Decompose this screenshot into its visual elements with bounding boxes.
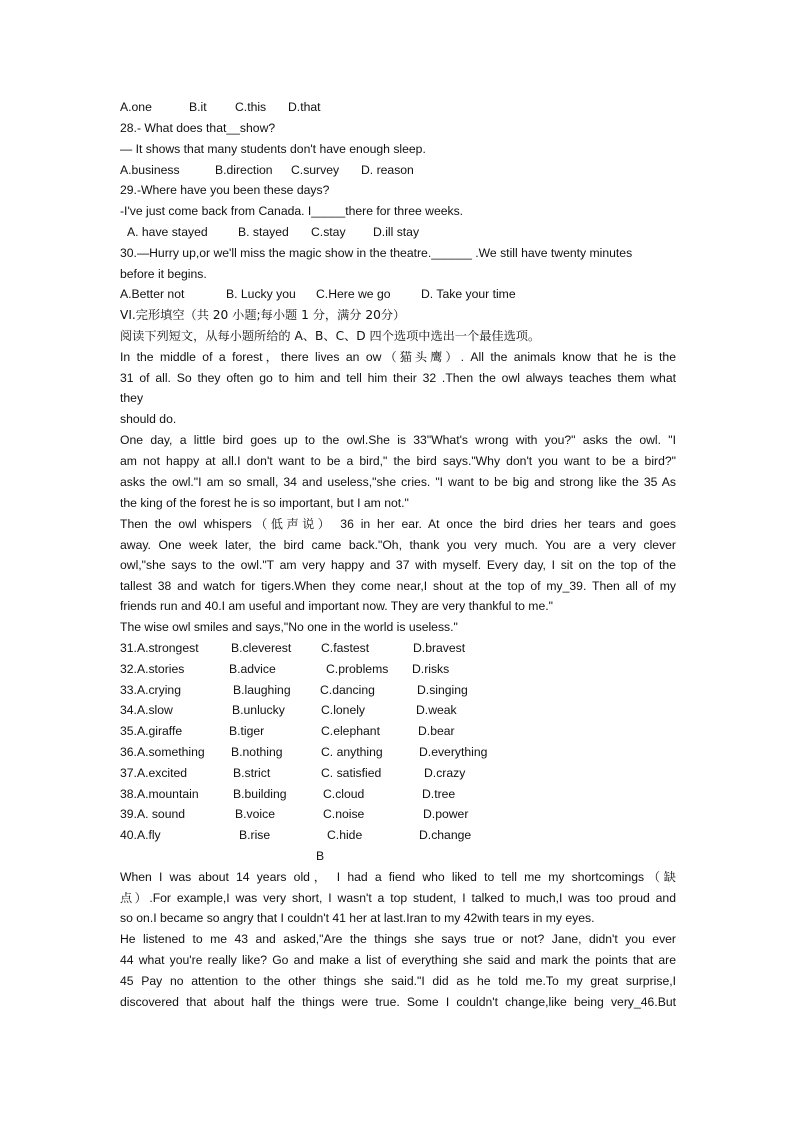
passage-a-line: away. One week later, the bird came back."Oh, thank you very much. You are a very clever <box>120 538 676 552</box>
passage-b-line: discovered that about half the things were true. Some I couldn't change,like being very_46.But <box>120 995 676 1009</box>
cloze-option: 32.A.stories <box>120 662 185 676</box>
passage-a-line: am not happy at all.I don't want to be a bird," the bird says."Why don't you want to be a bird?" <box>120 454 676 468</box>
cloze-option: D.weak <box>416 703 457 717</box>
cloze-option: C.elephant <box>321 724 380 738</box>
cloze-option: D.power <box>423 807 469 821</box>
q27-option-a: A.one <box>120 100 152 114</box>
cloze-option: C.dancing <box>320 683 375 697</box>
q28-option-b: B.direction <box>215 163 273 177</box>
passage-a-line: owl,"she says to the owl."T am very happy and 37 with myself. Every day, I sit on the top of the <box>120 558 676 572</box>
q29-option-a: A. have stayed <box>127 225 208 239</box>
passage-b-line: so on.I became so angry that I couldn't 41 her at last.Iran to my 42with tears in my eyes. <box>120 911 595 925</box>
passage-a-line: they <box>120 391 144 405</box>
q29-question: 29.-Where have you been these days? <box>120 183 330 197</box>
cloze-option: D.bravest <box>413 641 466 655</box>
cloze-option: D.tree <box>422 787 456 801</box>
passage-a-line: the king of the forest he is so important, but I am not." <box>120 496 409 510</box>
cloze-option: C.lonely <box>321 703 366 717</box>
section-instruction: 阅读下列短文，从每小题所给的 A、B、C、D 四个选项中选出一个最佳选项。 <box>120 329 541 343</box>
q27-option-d: D.that <box>288 100 321 114</box>
cloze-option: 36.A.something <box>120 745 205 759</box>
cloze-option: B.cleverest <box>231 641 292 655</box>
q28-option-c: C.survey <box>291 163 340 177</box>
cloze-option: 40.A.fly <box>120 828 161 842</box>
passage-b-line: 点）.For example,I was very short, I wasn't a top student, I talked to much,I was too proud and <box>120 891 676 905</box>
cloze-option: 34.A.slow <box>120 703 173 717</box>
cloze-option: 39.A. sound <box>120 807 186 821</box>
passage-b-line: He listened to me 43 and asked,"Are the things she says true or not? Jane, didn't you ever <box>120 932 676 946</box>
cloze-option: C.hide <box>327 828 363 842</box>
q30-question: 30.—Hurry up,or we'll miss the magic show in the theatre.______ .We still have twenty minutes <box>120 246 633 260</box>
cloze-option: C.fastest <box>321 641 370 655</box>
passage-a-line: asks the owl."I am so small, 34 and useless,"she cries. "I want to be big and strong like the 35 As <box>120 475 676 489</box>
cloze-option: 31.A.strongest <box>120 641 199 655</box>
passage-b-line: When I was about 14 years old， I had a fiend who liked to tell me my shortcomings（缺 <box>120 870 676 884</box>
cloze-option: B.nothing <box>231 745 283 759</box>
passage-b-line: 44 what you're really like? Go and make a list of everything she said and mark the points that are <box>120 953 676 967</box>
q29-option-c: C.stay <box>311 225 346 239</box>
q30-option-b: B. Lucky you <box>226 287 296 301</box>
cloze-option: 33.A.crying <box>120 683 181 697</box>
passage-a-line: One day, a little bird goes up to the owl.She is 33"What's wrong with you?" asks the owl. "I <box>120 433 676 447</box>
cloze-option: C.problems <box>326 662 389 676</box>
passage-a-line: Then the owl whispers（低声说） 36 in her ear. At once the bird dries her tears and goes <box>120 517 676 531</box>
passage-a-line: 31 of all. So they often go to him and tell him their 32 .Then the owl always teaches them what <box>120 371 676 385</box>
cloze-option: 38.A.mountain <box>120 787 199 801</box>
cloze-option: D.risks <box>412 662 450 676</box>
passage-b-line: 45 Pay no attention to the other things she said."I did as he told me.To my great surprise,I <box>120 974 676 988</box>
section-title: VI.完形填空（共 20 小题;每小题 1 分，满分 20分） <box>120 308 406 322</box>
cloze-option: B.building <box>233 787 287 801</box>
q30-option-a: A.Better not <box>120 287 185 301</box>
section-b-label: B <box>316 849 325 863</box>
q28-question: 28.- What does that__show? <box>120 121 276 135</box>
passage-a-line: friends run and 40.I am useful and important now. They are very thankful to me." <box>120 599 553 613</box>
passage-a-line: The wise owl smiles and says,"No one in the world is useless." <box>120 620 458 634</box>
q28-answer: — It shows that many students don't have enough sleep. <box>120 142 426 156</box>
cloze-option: 35.A.giraffe <box>120 724 183 738</box>
cloze-option: 37.A.excited <box>120 766 188 780</box>
cloze-option: B.strict <box>233 766 271 780</box>
q28-option-a: A.business <box>120 163 180 177</box>
cloze-option: C. anything <box>321 745 383 759</box>
cloze-option: C. satisfied <box>321 766 382 780</box>
cloze-option: C.noise <box>323 807 365 821</box>
q30-question-cont: before it begins. <box>120 267 207 281</box>
cloze-option: D.everything <box>419 745 488 759</box>
cloze-option: B.tiger <box>229 724 265 738</box>
cloze-option: C.cloud <box>323 787 365 801</box>
passage-a-line: In the middle of a forest，there lives an ow（猫头鹰）. All the animals know that he is the <box>120 350 676 364</box>
passage-a-line: should do. <box>120 412 177 426</box>
cloze-option: B.unlucky <box>232 703 285 717</box>
cloze-option: D.change <box>419 828 472 842</box>
q28-option-d: D. reason <box>361 163 414 177</box>
passage-a-line: tallest 38 and watch for tigers.When they come near,I shout at the top of my_39. Then all of my <box>120 579 676 593</box>
cloze-option: B.voice <box>235 807 275 821</box>
q30-option-d: D. Take your time <box>421 287 516 301</box>
q27-option-c: C.this <box>235 100 267 114</box>
cloze-option: B.rise <box>239 828 271 842</box>
q29-option-d: D.ill stay <box>373 225 420 239</box>
cloze-option: B.advice <box>229 662 276 676</box>
q27-option-b: B.it <box>189 100 207 114</box>
q30-option-c: C.Here we go <box>316 287 391 301</box>
cloze-option: D.singing <box>417 683 468 697</box>
cloze-option: B.laughing <box>233 683 291 697</box>
cloze-option: D.bear <box>418 724 455 738</box>
cloze-option: D.crazy <box>424 766 466 780</box>
q29-option-b: B. stayed <box>238 225 289 239</box>
q29-answer: -I've just come back from Canada. I_____there for three weeks. <box>120 204 464 218</box>
